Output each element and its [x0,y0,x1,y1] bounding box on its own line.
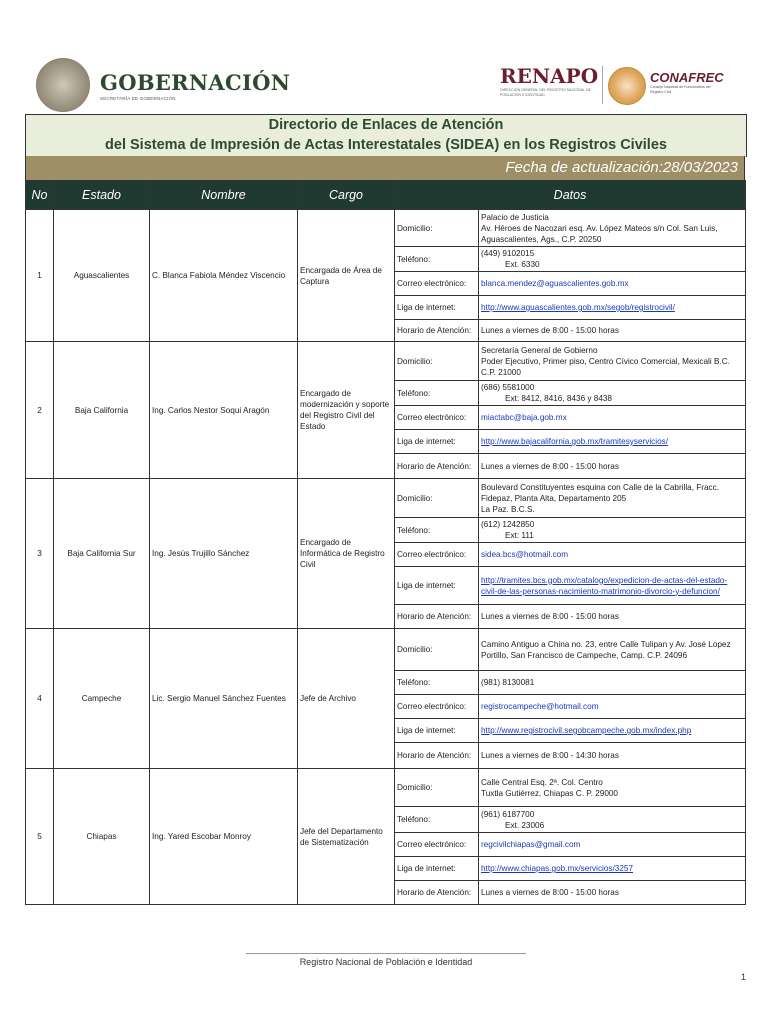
conafrec-subtitle: Consejo Nacional de Funcionarios del Registro Civil [650,85,711,94]
label-liga: Liga de internet: [395,857,479,881]
label-horario: Horario de Atención: [395,605,479,629]
email-link[interactable]: miactabc@baja.gob.mx [481,413,567,422]
table-row [26,479,746,518]
phone-number: (449) 9102015 [481,249,535,258]
gobernacion-title: GOBERNACIÓN [100,69,291,95]
label-liga: Liga de internet: [395,567,479,605]
value-domicilio: Boulevard Constituyentes esquina con Calle de la Cabrilla, Fracc. Fidepaz, Planta Alta, Departamento 205 La Paz. B.C.S. [479,479,746,518]
row-cargo: Encargado de Informática de Registro Civil [298,479,395,629]
column-header-datos: Datos [395,181,746,210]
gobernacion-subtitle: SECRETARÍA DE GOBERNACIÓN [100,95,176,101]
website-link[interactable]: http://tramites.bcs.gob.mx/catalogo/expedicion-de-actas-del-estado-civil-de-las-personas-nacimiento-matrimonio-divorcio-y-defuncion/ [481,575,728,596]
column-header-cargo: Cargo [298,181,395,210]
label-correo: Correo electrónico: [395,543,479,567]
table-row [26,210,746,247]
label-telefono: Teléfono: [395,807,479,833]
row-cargo: Encargada de Área de Captura [298,210,395,342]
value-telefono [479,247,746,272]
value-horario: Lunes a viernes de 8:00 - 14:30 horas [479,743,746,769]
row-estado: Campeche [54,629,150,769]
label-correo: Correo electrónico: [395,272,479,296]
label-domicilio: Domicilio: [395,629,479,671]
label-domicilio: Domicilio: [395,479,479,518]
website-link[interactable]: http://www.aguascalientes.gob.mx/segob/registrocivil/ [481,303,675,312]
row-cargo: Jefe de Archivo [298,629,395,769]
table-row [26,629,746,671]
renapo-subtitle: DIRECCIÓN GENERAL DEL REGISTRO NACIONAL DE POBLACIÓN E IDENTIDAD [500,88,592,97]
value-domicilio: Calle Central Esq. 2ª. Col. Centro Tuxtla Gutiérrez, Chiapas C. P. 29000 [479,769,746,807]
value-horario: Lunes a viernes de 8:00 - 15:00 horas [479,605,746,629]
row-nombre: C. Blanca Fabiola Méndez Viscencio [150,210,298,342]
conafrec-emblem-icon [608,67,646,105]
value-horario: Lunes a viernes de 8:00 - 15:00 horas [479,881,746,905]
table-header-row [26,181,746,210]
phone-number: (961) 6187700 [481,809,535,819]
label-horario: Horario de Atención: [395,320,479,342]
label-telefono: Teléfono: [395,247,479,272]
label-telefono: Teléfono: [395,518,479,543]
email-link[interactable]: registrocampeche@hotmail.com [481,702,599,711]
value-telefono [479,518,746,543]
row-no: 5 [26,769,54,905]
label-liga: Liga de internet: [395,296,479,320]
label-horario: Horario de Atención: [395,743,479,769]
email-link[interactable]: sidea.bcs@hotmail.com [481,550,569,559]
footer-text: Registro Nacional de Población e Identidad [299,957,473,967]
phone-extension: Ext: 8412, 8416, 8436 y 8438 [505,394,612,403]
title-line-1: Directorio de Enlaces de Atención [268,117,504,133]
row-estado: Baja California Sur [54,479,150,629]
phone-extension: Ext. 23006 [505,820,545,830]
label-horario: Horario de Atención: [395,454,479,479]
label-correo: Correo electrónico: [395,406,479,430]
value-telefono [479,381,746,406]
column-header-no: No [26,181,54,210]
value-domicilio: Secretaría General de Gobierno Poder Ejecutivo, Primer piso, Centro Cívico Comercial, Mexicali B.C. C.P. 21000 [479,342,746,381]
page-number: 1 [740,972,746,982]
label-horario: Horario de Atención: [395,881,479,905]
conafrec-title: CONAFREC [650,70,724,85]
value-telefono [479,807,746,833]
column-header-estado: Estado [54,181,150,210]
row-no: 2 [26,342,54,479]
label-domicilio: Domicilio: [395,769,479,807]
label-telefono: Teléfono: [395,671,479,695]
row-estado: Aguascalientes [54,210,150,342]
row-nombre: Ing. Yared Escobar Monroy [150,769,298,905]
phone-number: (981) 8130081 [481,678,535,687]
directory-table [25,180,746,905]
website-link[interactable]: http://www.registrocivil.segobcampeche.gob.mx/index.php [481,726,692,735]
label-domicilio: Domicilio: [395,210,479,247]
renapo-title: RENAPO [500,64,599,88]
value-horario: Lunes a viernes de 8:00 - 15:00 horas [479,320,746,342]
phone-number: (612) 1242850 [481,520,535,529]
table-row [26,342,746,381]
update-date: Fecha de actualización:28/03/2023 [505,159,738,176]
row-cargo: Jefe del Departamento de Sistematización [298,769,395,905]
label-liga: Liga de internet: [395,430,479,454]
value-domicilio: Palacio de Justicia Av. Héroes de Nacozari esq. Av. López Mateos s/n Col. San Luis, Aguascalientes, Ags., C.P. 20250 [479,210,746,247]
row-no: 4 [26,629,54,769]
row-estado: Baja California [54,342,150,479]
title-line-2: del Sistema de Impresión de Actas Interestatales (SIDEA) en los Registros Civiles [105,137,667,153]
label-liga: Liga de internet: [395,719,479,743]
gobernacion-logo [36,58,290,112]
email-link[interactable]: blanca.mendez@aguascalientes.gob.mx [481,279,629,288]
conafrec-logo [650,70,724,95]
phone-extension: Ext: 111 [505,531,534,540]
document-title [25,114,747,157]
value-horario: Lunes a viernes de 8:00 - 15:00 horas [479,454,746,479]
phone-number: (686) 5581000 [481,383,535,392]
update-date-bar [25,156,745,180]
renapo-logo [500,64,600,98]
email-link[interactable]: regcivilchiapas@gmail.com [481,840,581,849]
row-estado: Chiapas [54,769,150,905]
label-correo: Correo electrónico: [395,695,479,719]
value-domicilio: Camino Antiguo a China no. 23, entre Calle Tulipan y Av. José Lopez Portillo, San Francisco de Campeche, Camp. C.P. 24096 [479,629,746,671]
website-link[interactable]: http://www.chiapas.gob.mx/servicios/3257 [481,864,633,873]
mexico-seal-icon [36,58,90,112]
footer-divider [246,953,526,954]
phone-extension: Ext. 6330 [505,260,540,269]
website-link[interactable]: http://www.bajacalifornia.gob.mx/tramitesyservicios/ [481,437,669,446]
label-domicilio: Domicilio: [395,342,479,381]
column-header-nombre: Nombre [150,181,298,210]
row-nombre: Ing. Jesús Trujillo Sánchez [150,479,298,629]
row-nombre: Lic. Sergio Manuel Sánchez Fuentes [150,629,298,769]
page-header [0,0,768,112]
table-row [26,769,746,807]
row-no: 1 [26,210,54,342]
row-cargo: Encargado de modernización y soporte del Registro Civil del Estado [298,342,395,479]
row-no: 3 [26,479,54,629]
label-telefono: Teléfono: [395,381,479,406]
row-nombre: Ing. Carlos Nestor Soqui Aragón [150,342,298,479]
logo-divider [602,66,603,104]
value-telefono [479,671,746,695]
label-correo: Correo electrónico: [395,833,479,857]
